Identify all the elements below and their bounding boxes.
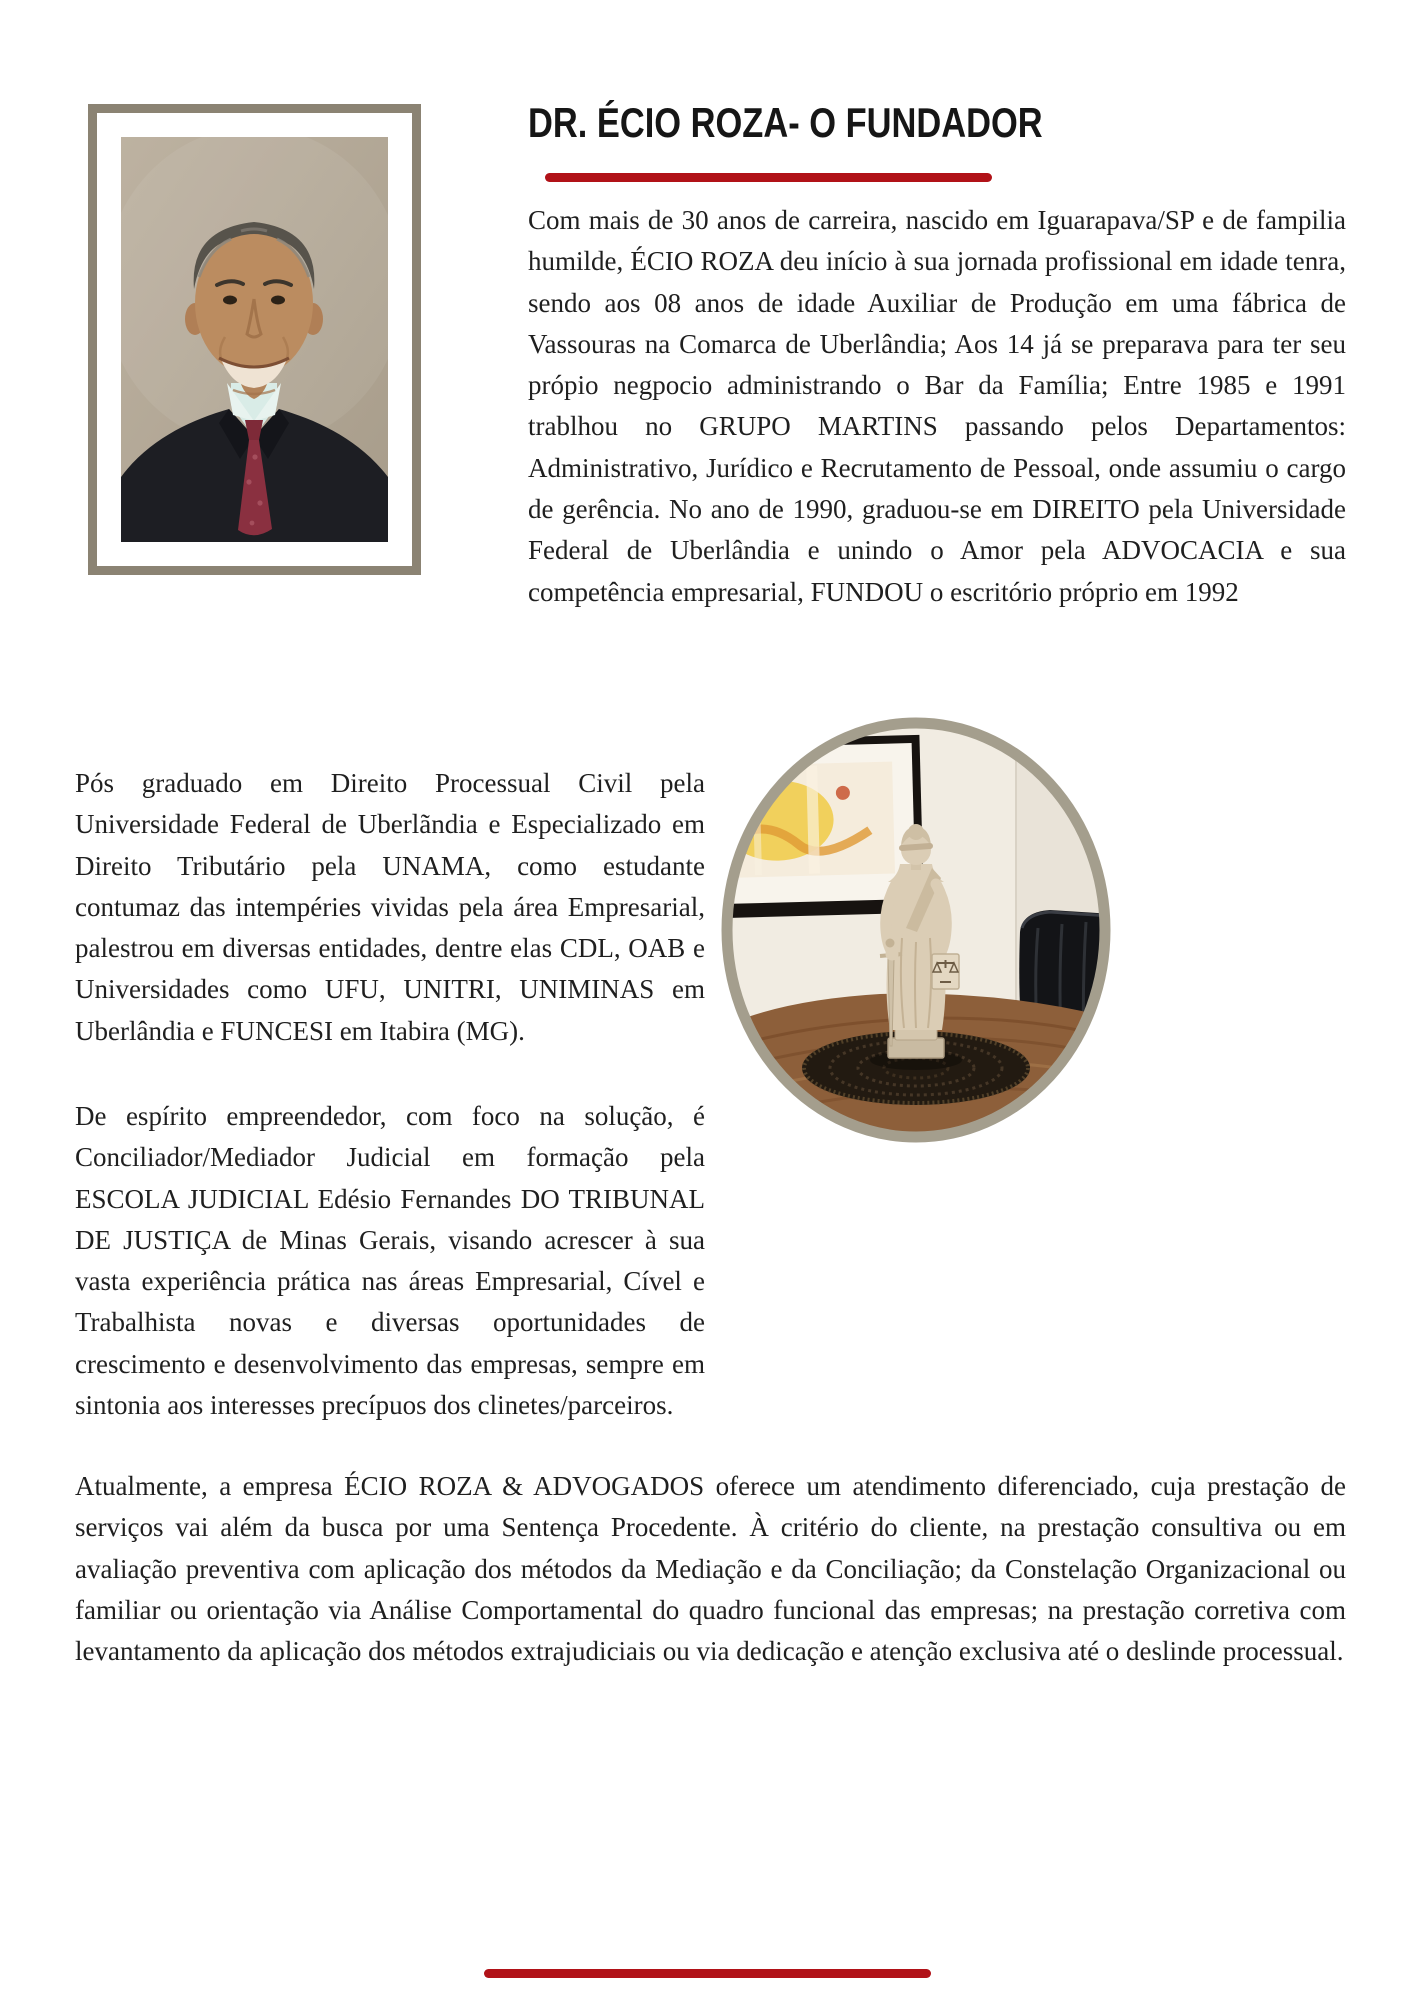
- founder-portrait-photo: [121, 137, 388, 542]
- intro-paragraph: Com mais de 30 anos de carreira, nascido em Iguarapava/SP e de fampilia humilde, ÉCIO ROZA deu início à sua jornada profissional em idade tenra, sendo aos 08 anos de idade Auxiliar de Produção em uma fábrica de Vassouras na Comarca de Uberlândia; Aos 14 já se preparava para ter seu própio negpocio administrando o Bar da Família; Entre 1985 e 1991 trablhou no GRUPO MARTINS passando pelos Departamentos: Administrativo, Jurídico e Recrutamento de Pessoal, onde assumiu o cargo de gerência. No ano de 1990, graduou-se em DIREITO pela Universidade Federal de Uberlândia e unindo o Amor pela ADVOCACIA e sua competência empresarial, FUNDOU o escritório próprio em 1992: [528, 205, 1346, 607]
- statue-photo-image: [720, 716, 1112, 1144]
- founder-photo-frame: [88, 104, 421, 575]
- company-paragraph: Atualmente, a empresa ÉCIO ROZA & ADVOGADOS oferece um atendimento diferenciado, cuja prestação de serviços vai além da busca por uma Sentença Procedente. À critério do cliente, na prestação consultiva ou em avaliação preventiva com aplicação dos métodos da Mediação e da Conciliação; da Constelação Organizacional ou familiar ou orientação via Análise Comportamental do quadro funcional das empresas; na prestação corretiva com levantamento da aplicação dos métodos extrajudiciais ou via dedicação e atenção exclusiva até o deslinde processual.: [75, 1471, 1346, 1667]
- lady-justice-statue-photo: [720, 716, 1112, 1144]
- title-underline: [545, 173, 992, 182]
- education-paragraph: Pós graduado em Direito Processual Civil pela Universidade Federal de Uberlãndia e Especializado em Direito Tributário pela UNAMA, como estudante contumaz das intempéries vividas pela área Empresarial, palestrou em diversas entidades, dentre elas CDL, OAB e Universidades como UFU, UNITRI, UNIMINAS em Uberlândia e FUNCESI em Itabira (MG).: [75, 768, 705, 1046]
- mediation-paragraph: De espírito empreendedor, com foco na solução, é Conciliador/Mediador Judicial em formação pela ESCOLA JUDICIAL Edésio Fernandes DO TRIBUNAL DE JUSTIÇA de Minas Gerais, visando acrescer à sua vasta experiência prática nas áreas Empresarial, Cível e Trabalhista novas e diversas oportunidades de crescimento e desenvolvimento das empresas, sempre em sintonia aos interesses precípuos dos clinetes/parceiros.: [75, 1101, 705, 1421]
- page-title: DR. ÉCIO ROZA- O FUNDADOR: [528, 99, 1043, 146]
- bottom-divider: [484, 1969, 931, 1978]
